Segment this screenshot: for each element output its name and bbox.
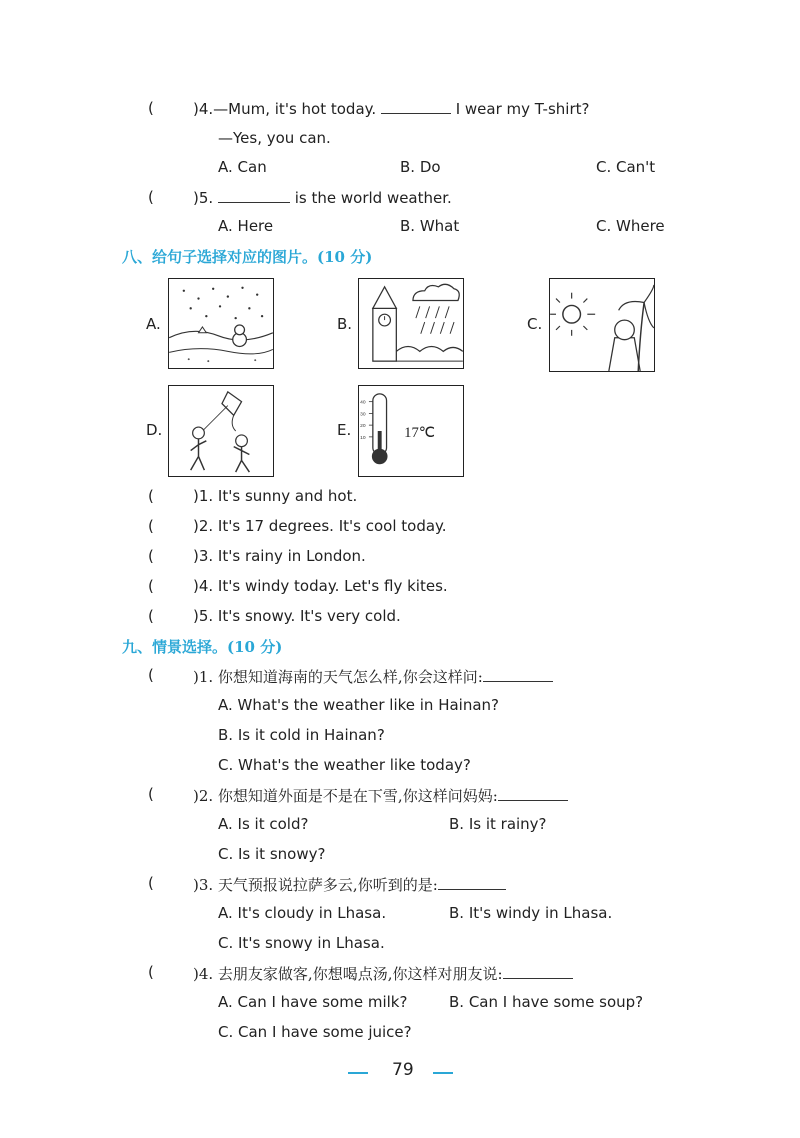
option-a: A. Here bbox=[218, 217, 274, 235]
option-c: C. Is it snowy? bbox=[218, 845, 326, 863]
answer-blank[interactable] bbox=[438, 875, 506, 890]
answer-blank[interactable] bbox=[218, 188, 290, 203]
scale-tick-10: 10 bbox=[360, 435, 366, 441]
picture-label-a: A. bbox=[146, 315, 161, 333]
answer-blank[interactable] bbox=[483, 667, 553, 682]
scale-tick-20: 20 bbox=[360, 424, 366, 430]
option-c: C. Can I have some juice? bbox=[218, 1023, 412, 1041]
sunny-hot-icon bbox=[549, 278, 655, 372]
kite-flying-icon bbox=[168, 385, 274, 477]
answer-paren[interactable]: ( bbox=[148, 99, 154, 117]
option-b: B. Is it cold in Hainan? bbox=[218, 726, 385, 744]
snowy-scene-icon bbox=[168, 278, 274, 369]
picture-label-b: B. bbox=[337, 315, 353, 333]
picture-label-c: C. bbox=[527, 315, 543, 333]
option-c: C. What's the weather like today? bbox=[218, 756, 471, 774]
thermometer-icon bbox=[358, 385, 464, 477]
scale-tick-40: 40 bbox=[360, 400, 366, 406]
option-a: A. What's the weather like in Hainan? bbox=[218, 696, 500, 714]
section-title-8: 八、给句子选择对应的图片。(10 分) bbox=[122, 248, 373, 266]
question-text: I wear my T-shirt? bbox=[455, 100, 590, 118]
answer-paren[interactable]: ( bbox=[148, 874, 154, 892]
item-text: )1. It's sunny and hot. bbox=[193, 487, 358, 505]
answer-paren[interactable]: ( bbox=[148, 577, 154, 595]
option-c: C. It's snowy in Lhasa. bbox=[218, 934, 385, 952]
option-a: A. Can I have some milk? bbox=[218, 993, 408, 1011]
option-a: A. It's cloudy in Lhasa. bbox=[218, 904, 387, 922]
question-number: )4. bbox=[193, 100, 214, 118]
answer-blank[interactable] bbox=[503, 964, 573, 979]
answer-paren[interactable]: ( bbox=[148, 666, 154, 684]
answer-paren[interactable]: ( bbox=[148, 517, 154, 535]
answer-blank[interactable] bbox=[381, 99, 451, 114]
answer-blank[interactable] bbox=[498, 786, 568, 801]
question-number: )5. bbox=[193, 189, 214, 207]
item-text: )3. It's rainy in London. bbox=[193, 547, 366, 565]
dialog-reply: —Yes, you can. bbox=[218, 129, 331, 147]
option-a: A. Can bbox=[218, 158, 267, 176]
temperature-label: 17℃ bbox=[404, 424, 436, 441]
option-b: B. It's windy in Lhasa. bbox=[449, 904, 613, 922]
answer-paren[interactable]: ( bbox=[148, 547, 154, 565]
rainy-london-icon bbox=[358, 278, 464, 369]
page-number-dash-right bbox=[433, 1072, 453, 1074]
answer-paren[interactable]: ( bbox=[148, 188, 154, 206]
answer-paren[interactable]: ( bbox=[148, 487, 154, 505]
question-text: —Mum, it's hot today. bbox=[213, 100, 377, 118]
question-text: is the world weather. bbox=[294, 189, 452, 207]
question-prompt: )3. 天气预报说拉萨多云,你听到的是: bbox=[193, 876, 438, 894]
item-text: )4. It's windy today. Let's fly kites. bbox=[193, 577, 448, 595]
option-b: B. Is it rainy? bbox=[449, 815, 547, 833]
option-a: A. Is it cold? bbox=[218, 815, 309, 833]
option-c: C. Can't bbox=[596, 158, 656, 176]
section-title-9: 九、情景选择。(10 分) bbox=[122, 638, 283, 656]
item-text: )5. It's snowy. It's very cold. bbox=[193, 607, 401, 625]
answer-paren[interactable]: ( bbox=[148, 963, 154, 981]
answer-paren[interactable]: ( bbox=[148, 607, 154, 625]
page-number: 79 bbox=[392, 1060, 414, 1080]
item-text: )2. It's 17 degrees. It's cool today. bbox=[193, 517, 447, 535]
option-b: B. Do bbox=[400, 158, 441, 176]
question-prompt: )2. 你想知道外面是不是在下雪,你这样问妈妈: bbox=[193, 787, 498, 805]
picture-label-e: E. bbox=[337, 421, 352, 439]
picture-label-d: D. bbox=[146, 421, 163, 439]
option-c: C. Where bbox=[596, 217, 665, 235]
option-b: B. Can I have some soup? bbox=[449, 993, 644, 1011]
question-prompt: )1. 你想知道海南的天气怎么样,你会这样问: bbox=[193, 668, 483, 686]
answer-paren[interactable]: ( bbox=[148, 785, 154, 803]
page-number-dash-left bbox=[348, 1072, 368, 1074]
option-b: B. What bbox=[400, 217, 460, 235]
scale-tick-30: 30 bbox=[360, 412, 366, 418]
question-prompt: )4. 去朋友家做客,你想喝点汤,你这样对朋友说: bbox=[193, 965, 503, 983]
